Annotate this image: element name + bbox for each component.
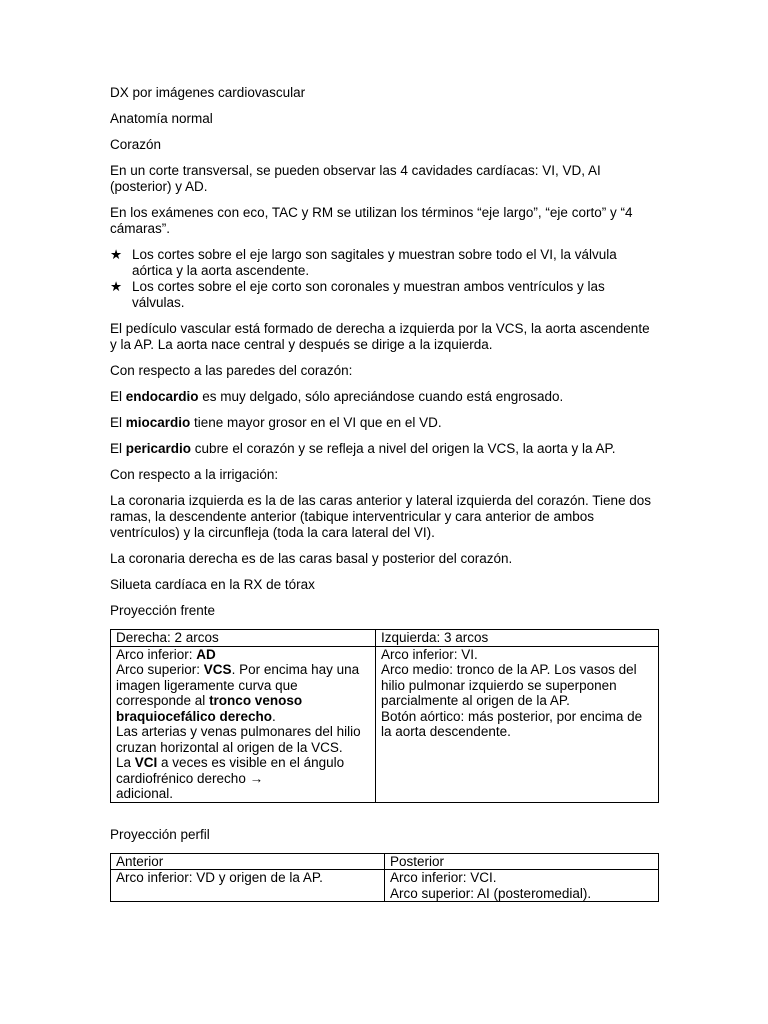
cell-line bbox=[116, 647, 370, 663]
paragraph-miocardio bbox=[110, 415, 660, 431]
table-header-row bbox=[111, 630, 659, 647]
table-proyeccion-perfil bbox=[110, 853, 659, 903]
arrow-right-icon: → bbox=[249, 770, 264, 786]
cell-line: Botón aórtico: más posterior, por encima de la aorta descendente. bbox=[381, 708, 643, 739]
table-proyeccion-frente bbox=[110, 629, 659, 803]
table-header-cell: Anterior bbox=[111, 853, 385, 870]
bullet-list bbox=[110, 247, 660, 311]
table-cell-anterior: Arco inferior: VD y origen de la AP. bbox=[111, 870, 385, 902]
cell-line bbox=[116, 755, 370, 786]
document-title: DX por imágenes cardiovascular bbox=[110, 85, 306, 100]
list-item-text: Los cortes sobre el eje corto son coronales y muestran ambos ventrículos y las válvulas. bbox=[132, 279, 605, 310]
term-ad: AD bbox=[196, 646, 216, 662]
table-cell-derecha bbox=[111, 646, 376, 802]
cell-line bbox=[116, 662, 370, 724]
term-pericardio: pericardio bbox=[125, 441, 192, 456]
table-row bbox=[111, 646, 659, 802]
table-cell-posterior bbox=[385, 870, 659, 902]
text: El bbox=[110, 441, 126, 456]
paragraph-pediculo: El pedículo vascular está formado de derecha a izquierda por la VCS, la aorta ascendente y la AP. La aorta nace central y después se dirige a la izquierda. bbox=[110, 321, 650, 352]
term-vcs: VCS bbox=[203, 662, 232, 677]
paragraph-silueta: Silueta cardíaca en la RX de tórax bbox=[110, 577, 315, 592]
list-item bbox=[110, 279, 660, 311]
cell-line: Arco inferior: VCI. bbox=[390, 870, 497, 885]
paragraph-endocardio bbox=[110, 389, 660, 405]
star-bullet-icon: ★ bbox=[110, 247, 123, 262]
paragraph-proyeccion-perfil: Proyección perfil bbox=[110, 826, 210, 842]
text: cubre el corazón y se refleja a nivel del origen la VCS, la aorta y la AP. bbox=[191, 441, 616, 456]
term-vci: VCI bbox=[134, 755, 158, 770]
term-miocardio: miocardio bbox=[125, 415, 191, 430]
cell-line: Las arterias y venas pulmonares del hilio cruzan horizontal al origen de la VCS. bbox=[116, 724, 361, 755]
paragraph-coronaria-derecha: La coronaria derecha es de las caras basal y posterior del corazón. bbox=[110, 551, 513, 566]
paragraph-pericardio bbox=[110, 441, 660, 457]
table-cell-izquierda bbox=[376, 646, 659, 802]
paragraph-coronaria-izquierda: La coronaria izquierda es la de las caras anterior y lateral izquierda del corazón. Tiene dos ramas, la descendente anterior (tabique interventricular y cara anterior de ambos ventrículos) y la circunfleja (toda la cara lateral del VI). bbox=[110, 493, 652, 540]
spacer bbox=[110, 813, 660, 827]
term-tronco-venoso: tronco venoso braquiocefálico derecho bbox=[116, 693, 303, 724]
text: . bbox=[272, 708, 276, 724]
paragraph-ejes: En los exámenes con eco, TAC y RM se utilizan los términos “eje largo”, “eje corto” y “4 cámaras”. bbox=[110, 205, 633, 236]
cell-line: Arco medio: tronco de la AP. Los vasos del hilio pulmonar izquierdo se superponen parcialmente al origen de la AP. bbox=[381, 662, 637, 708]
text: Arco inferior: bbox=[116, 646, 197, 662]
text: El bbox=[110, 415, 126, 430]
paragraph-proyeccion-frente: Proyección frente bbox=[110, 603, 216, 618]
text: es muy delgado, sólo apreciándose cuando está engrosado. bbox=[198, 389, 564, 404]
text: La bbox=[116, 755, 135, 770]
table-header-cell: Posterior bbox=[385, 853, 659, 870]
section-heading-anatomia: Anatomía normal bbox=[110, 111, 213, 126]
section-heading-corazon: Corazón bbox=[110, 137, 162, 152]
paragraph-paredes: Con respecto a las paredes del corazón: bbox=[110, 363, 353, 378]
cell-line: adicional. bbox=[116, 786, 174, 801]
term-endocardio: endocardio bbox=[125, 389, 199, 404]
table-header-cell: Derecha: 2 arcos bbox=[111, 630, 376, 647]
cell-line: Arco inferior: VI. bbox=[381, 646, 478, 662]
text: tiene mayor grosor en el VI que en el VD. bbox=[190, 415, 442, 430]
text: El bbox=[110, 389, 126, 404]
list-item bbox=[110, 247, 660, 279]
text: Arco superior: bbox=[116, 662, 204, 677]
text: a veces es visible en el ángulo cardiofrénico derecho bbox=[116, 755, 345, 786]
text: . Por encima hay una imagen ligeramente curva que corresponde al bbox=[116, 662, 360, 708]
paragraph-irrigacion: Con respecto a la irrigación: bbox=[110, 467, 279, 482]
star-bullet-icon: ★ bbox=[110, 279, 123, 294]
list-item-text: Los cortes sobre el eje largo son sagitales y muestran sobre todo el VI, la válvula aórtica y la aorta ascendente. bbox=[132, 247, 617, 278]
document-page bbox=[110, 85, 660, 912]
table-header-row bbox=[111, 853, 659, 870]
table-header-cell: Izquierda: 3 arcos bbox=[376, 630, 659, 647]
table-row bbox=[111, 870, 659, 902]
cell-line: Arco superior: AI (posteromedial). bbox=[390, 885, 592, 901]
paragraph-cortes-transversal: En un corte transversal, se pueden observar las 4 cavidades cardíacas: VI, VD, AI (posterior) y AD. bbox=[110, 163, 601, 194]
